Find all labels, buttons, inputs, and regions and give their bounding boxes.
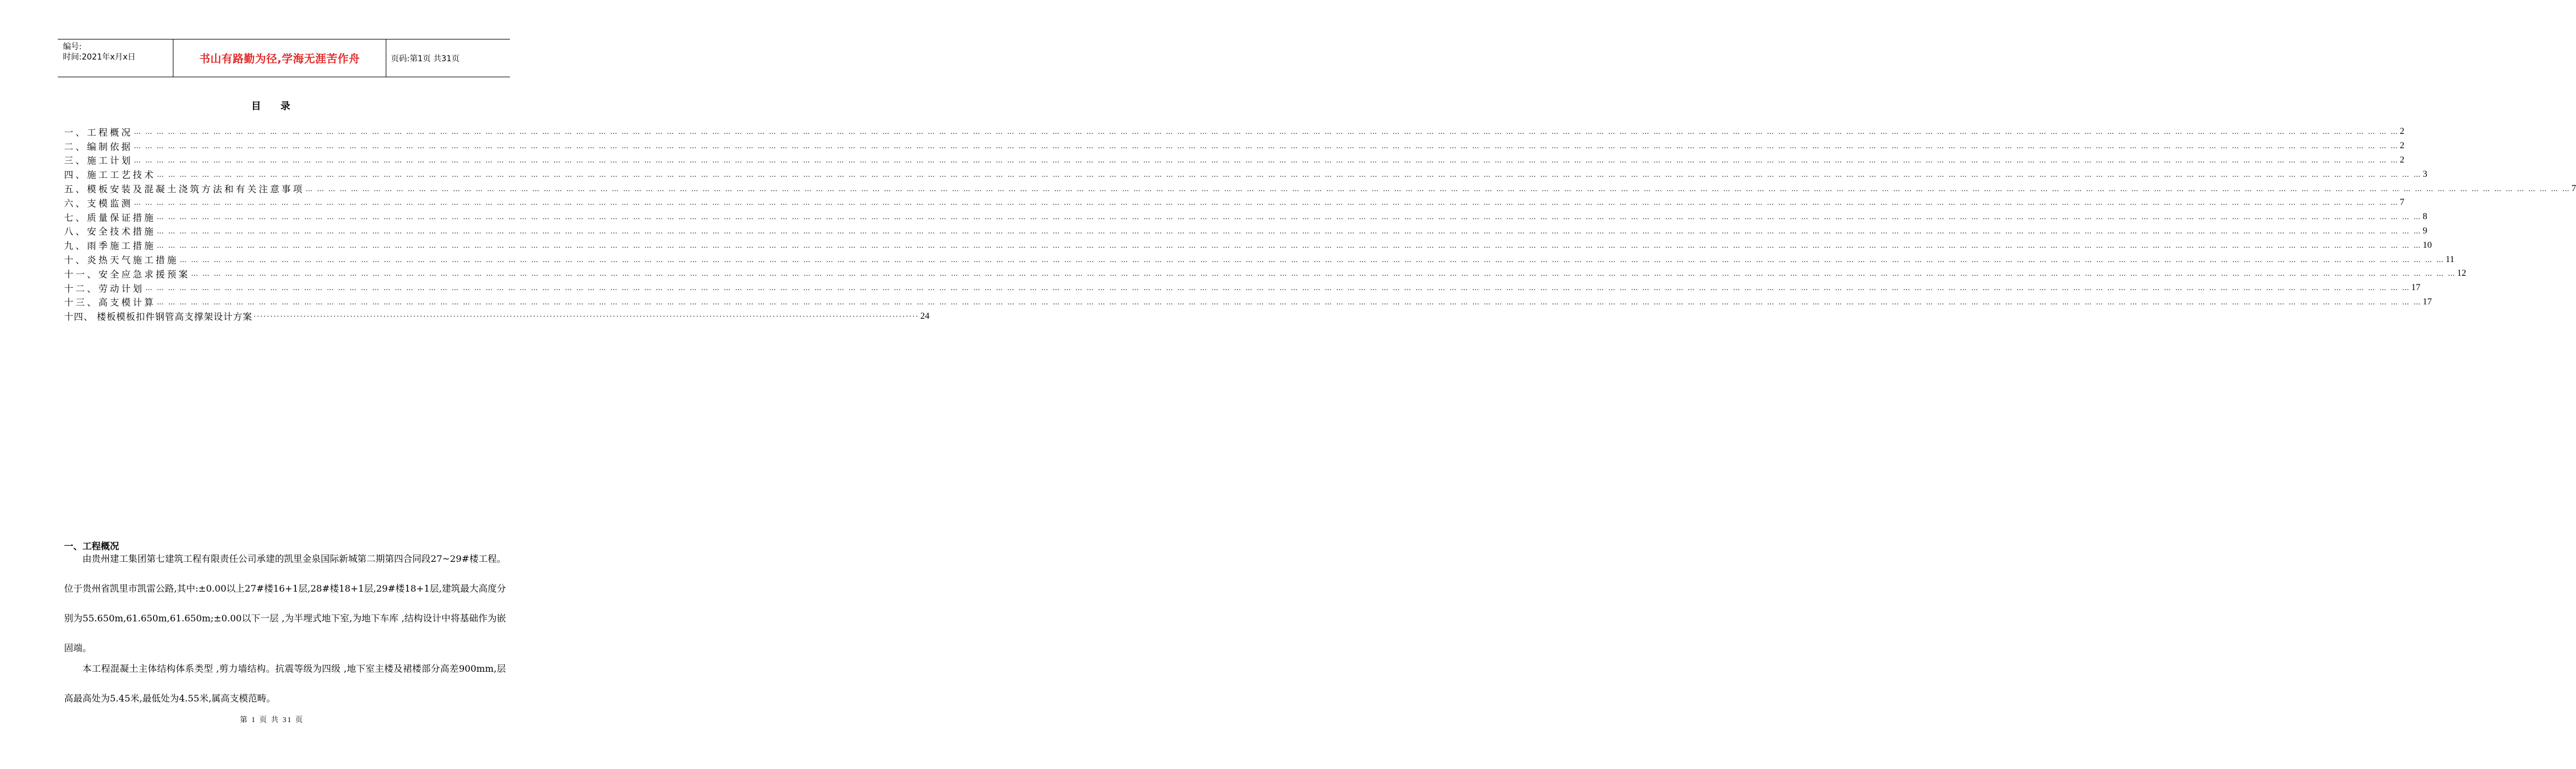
toc-entry-label: 十二、劳动计划	[64, 283, 145, 294]
toc-entry-page: 7	[2571, 183, 2576, 193]
toc-entry-label: 五、模板安装及混凝土浇筑方法和有关注意事项	[64, 184, 305, 195]
toc-dot-leader: … … … … … … … … … … … … … … … … … … … … … … … … … … … … … … … … … … … … … … … … … … … … … … … … … … … … … … … … … … … … … … … … … … … … … … … … … … … … … … … … … … … … … … … … … … … … … … … … … … … … … … … … … … … … … … … … … … … … … … … … … … … … … … … … … … … … … … … … … … … … … … … … … … … … … … … … … … … … … … … … … … … … … … … … … … … … … … … … … … … … … … … … … … … … … … … … … … … … … … … …	[157, 241, 2422, 249]
toc-entry[interactable]	[64, 139, 2405, 153]
toc-entry-page: 12	[2457, 268, 2467, 279]
toc-entry-label: 八、安全技术措施	[64, 226, 156, 237]
toc-entry[interactable]	[64, 267, 2467, 281]
toc-dot-leader: … … … … … … … … … … … … … … … … … … … … … … … … … … … … … … … … … … … … … … … … … … … … … … … … … … … … … … … … … … … … … … … … … … … … … … … … … … … … … … … … … … … … … … … … … … … … … … … … … … … … … … … … … … … … … … … … … … … … … … … … … … … … … … … … … … … … … … … … … … … … … … … … … … … … … … … … … … … … … … … … … … … … … … … … … … … … … … … … … … … … … … … … … … … … … … … … … … … … … … … …	[145, 284, 2411, 292]
toc-entry-page: 2	[2400, 154, 2405, 165]
toc-dot-leader: … … … … … … … … … … … … … … … … … … … … … … … … … … … … … … … … … … … … … … … … … … … … … … … … … … … … … … … … … … … … … … … … … … … … … … … … … … … … … … … … … … … … … … … … … … … … … … … … … … … … … … … … … … … … … … … … … … … … … … … … … … … … … … … … … … … … … … … … … … … … … … … … … … … … … … … … … … … … … … … … … … … … … … … … … … … … … … … … … … … … … … … … … … … … … … … … … … … … … … … …	[157, 227, 2422, 235]
header-left-cell	[58, 39, 173, 77]
toc-dot-leader: … … … … … … … … … … … … … … … … … … … … … … … … … … … … … … … … … … … … … … … … … … … … … … … … … … … … … … … … … … … … … … … … … … … … … … … … … … … … … … … … … … … … … … … … … … … … … … … … … … … … … … … … … … … … … … … … … … … … … … … … … … … … … … … … … … … … … … … … … … … … … … … … … … … … … … … … … … … … … … … … … … … … … … … … … … … … … … … … … … … … … … … … … … … … … … … … … … … … … … … …	[191, 269, 2456, 278]
toc-entry[interactable]	[64, 224, 2428, 239]
toc-entry[interactable]	[64, 309, 929, 323]
toc-entry-label: 七、质量保证措施	[64, 212, 156, 223]
toc-entry-label: 三、施工计划	[64, 155, 133, 167]
document-number-label: 编号:	[63, 42, 82, 51]
toc-entry-label: 六、支模监测	[64, 197, 133, 209]
toc-entry-page: 17	[2423, 296, 2432, 307]
toc-entry[interactable]	[64, 295, 2432, 310]
toc-dot-leader: … … … … … … … … … … … … … … … … … … … … … … … … … … … … … … … … … … … … … … … … … … … … … … … … … … … … … … … … … … … … … … … … … … … … … … … … … … … … … … … … … … … … … … … … … … … … … … … … … … … … … … … … … … … … … … … … … … … … … … … … … … … … … … … … … … … … … … … … … … … … … … … … … … … … … … … … … … … … … … … … … … … … … … … … … … … … … … … … … … … … … … … … … … … … … … … … … … … … … … … …	[157, 213, 2422, 221]
toc-entry-page: 2	[2400, 141, 2405, 151]
toc-dot-leader: … … … … … … … … … … … … … … … … … … … … … … … … … … … … … … … … … … … … … … … … … … … … … … … … … … … … … … … … … … … … … … … … … … … … … … … … … … … … … … … … … … … … … … … … … … … … … … … … … … … … … … … … … … … … … … … … … … … … … … … … … … … … … … … … … … … … … … … … … … … … … … … … … … … … … … … … … … … … … … … … … … … … … … … … … … … … … … … … … … … … … … … … … … … … … … … … … … … … … … … …	[134, 128, 2399, 136]
toc-entry-page: 11	[2446, 254, 2455, 264]
toc-entry-label: 一、工程概况	[64, 126, 133, 138]
toc-dot-leader: … … … … … … … … … … … … … … … … … … … … … … … … … … … … … … … … … … … … … … … … … … … … … … … … … … … … … … … … … … … … … … … … … … … … … … … … … … … … … … … … … … … … … … … … … … … … … … … … … … … … … … … … … … … … … … … … … … … … … … … … … … … … … … … … … … … … … … … … … … … … … … … … … … … … … … … … … … … … … … … … … … … … … … … … … … … … … … … … … … … … … … … … … … … … … … … … … … … … … … … …	[306, 184, 2571, 193]
toc-entry[interactable]	[64, 196, 2405, 210]
toc-entry-page: 10	[2423, 240, 2432, 250]
toc-entry-label: 九、雨季施工措施	[64, 240, 156, 252]
section-paragraph-1: 由贵州建工集团第七建筑工程有限责任公司承建的凯里金泉国际新城第二期第四合同段27~29#楼工程。位于贵州省凯里市凯雷公路,其中:±0.00以上27#楼16+1层,28#楼18+1层,29#楼18+1层,建筑最大高度分别为55.650m,61.650m,61.650m;±0.00以下一层 ,为半埋式地下室,为地下车库 ,结构设计中将基础作为嵌固端。	[64, 553, 506, 653]
section-paragraph-2: 本工程混凝土主体结构体系类型 ,剪力墙结构。抗震等级为四级 ,地下室主楼及裙楼部分高差900mm,层高最高处为5.45米,最低处为4.55米,属高支模范畴。	[64, 663, 506, 704]
document-header	[58, 39, 510, 77]
toc-entry[interactable]	[64, 125, 2405, 139]
toc-entry[interactable]	[64, 210, 2428, 224]
table-of-contents	[64, 125, 2576, 323]
toc-entry-label: 二、编制依据	[64, 141, 133, 152]
toc-dot-leader: … … … … … … … … … … … … … … … … … … … … … … … … … … … … … … … … … … … … … … … … … … … … … … … … … … … … … … … … … … … … … … … … … … … … … … … … … … … … … … … … … … … … … … … … … … … … … … … … … … … … … … … … … … … … … … … … … … … … … … … … … … … … … … … … … … … … … … … … … … … … … … … … … … … … … … … … … … … … … … … … … … … … … … … … … … … … … … … … … … … … … … … … … … … … … … … … … … … … … … … …	[157, 170, 2422, 179]
toc-entry[interactable]	[64, 238, 2432, 252]
toc-title: 目 录	[251, 101, 298, 112]
toc-dot-leader: … … … … … … … … … … … … … … … … … … … … … … … … … … … … … … … … … … … … … … … … … … … … … … … … … … … … … … … … … … … … … … … … … … … … … … … … … … … … … … … … … … … … … … … … … … … … … … … … … … … … … … … … … … … … … … … … … … … … … … … … … … … … … … … … … … … … … … … … … … … … … … … … … … … … … … … … … … … … … … … … … … … … … … … … … … … … … … … … … … … … … … … … … … … … … … … … … … … … … … … …	[180, 255, 2445, 264]
toc-entry[interactable]	[64, 252, 2455, 267]
toc-entry[interactable]	[64, 281, 2421, 295]
page-footer: 第 1 页 共 31 页	[240, 715, 304, 724]
toc-dot-leader: … … … … … … … … … … … … … … … … … … … … … … … … … … … … … … … … … … … … … … … … … … … … … … … … … … … … … … … … … … … … … … … … … … … … … … … … … … … … … … … … … … … … … … … … … … … … … … … … … … … … … … … … … … … … … … … … … … … … … … … … … … … … … … … … … … … … … … … … … … … … … … … … … … … … … … … … … … … … … … … … … … … … … … … … … … … … … … … … … … … … … … … … … … … … … … … … … … … … … … … …	[134, 142, 2399, 150]
toc-entry[interactable]	[64, 181, 2576, 196]
toc-entry-page: 24	[920, 311, 929, 321]
section-heading: 一、工程概况	[64, 541, 120, 552]
header-motto: 书山有路勤为径,学海无涯苦作舟	[173, 39, 386, 77]
toc-dot-leader: … … … … … … … … … … … … … … … … … … … … … … … … … … … … … … … … … … … … … … … … … … … … … … … … … … … … … … … … … … … … … … … … … … … … … … … … … … … … … … … … … … … … … … … … … … … … … … … … … … … … … … … … … … … … … … … … … … … … … … … … … … … … … … … … … … … … … … … … … … … … … … … … … … … … … … … … … … … … … … … … … … … … … … … … … … … … … … … … … … … … … … … … … … … … … … … … … … … … … … … …	[157, 298, 2422, 306]
toc-entry[interactable]	[64, 153, 2405, 168]
toc-entry-page: 8	[2423, 212, 2428, 222]
toc-entry-label: 十四、 楼板模板扣件钢管高支撑架设计方案	[64, 311, 253, 323]
toc-dot-leader: … … … … … … … … … … … … … … … … … … … … … … … … … … … … … … … … … … … … … … … … … … … … … … … … … … … … … … … … … … … … … … … … … … … … … … … … … … … … … … … … … … … … … … … … … … … … … … … … … … … … … … … … … … … … … … … … … … … … … … … … … … … … … … … … … … … … … … … … … … … … … … … … … … … … … … … … … … … … … … … … … … … … … … … … … … … … … … … … … … … … … … … … … … … … … … … … … … … … … … … …	[134, 156, 2399, 164]
toc-entry-label: 十一、安全应急求援预案	[64, 268, 191, 280]
toc-entry[interactable]	[64, 167, 2428, 181]
toc-entry-page: 9	[2423, 225, 2428, 236]
toc-entry-label: 四、施工工艺技术	[64, 169, 156, 181]
toc-entry-page: 17	[2411, 283, 2421, 293]
toc-entry-page: 3	[2423, 169, 2428, 179]
toc-entry-page: 7	[2400, 197, 2405, 208]
toc-dot-leader: ········································································································································································································	[254, 312, 919, 320]
document-date-label: 时间:2021年x月x日	[63, 53, 136, 62]
toc-entry-page: 2	[2400, 126, 2405, 137]
toc-entry-label: 十、炎热天气施工措施	[64, 255, 179, 266]
header-page-info: 页码:第1页 共31页	[391, 54, 460, 64]
toc-entry-label: 十三、高支模计算	[64, 297, 156, 308]
toc-dot-leader: … … … … … … … … … … … … … … … … … … … … … … … … … … … … … … … … … … … … … … … … … … … … … … … … … … … … … … … … … … … … … … … … … … … … … … … … … … … … … … … … … … … … … … … … … … … … … … … … … … … … … … … … … … … … … … … … … … … … … … … … … … … … … … … … … … … … … … … … … … … … … … … … … … … … … … … … … … … … … … … … … … … … … … … … … … … … … … … … … … … … … … … … … … … … … … … … … … … … … … … …	[134, 199, 2399, 207]
